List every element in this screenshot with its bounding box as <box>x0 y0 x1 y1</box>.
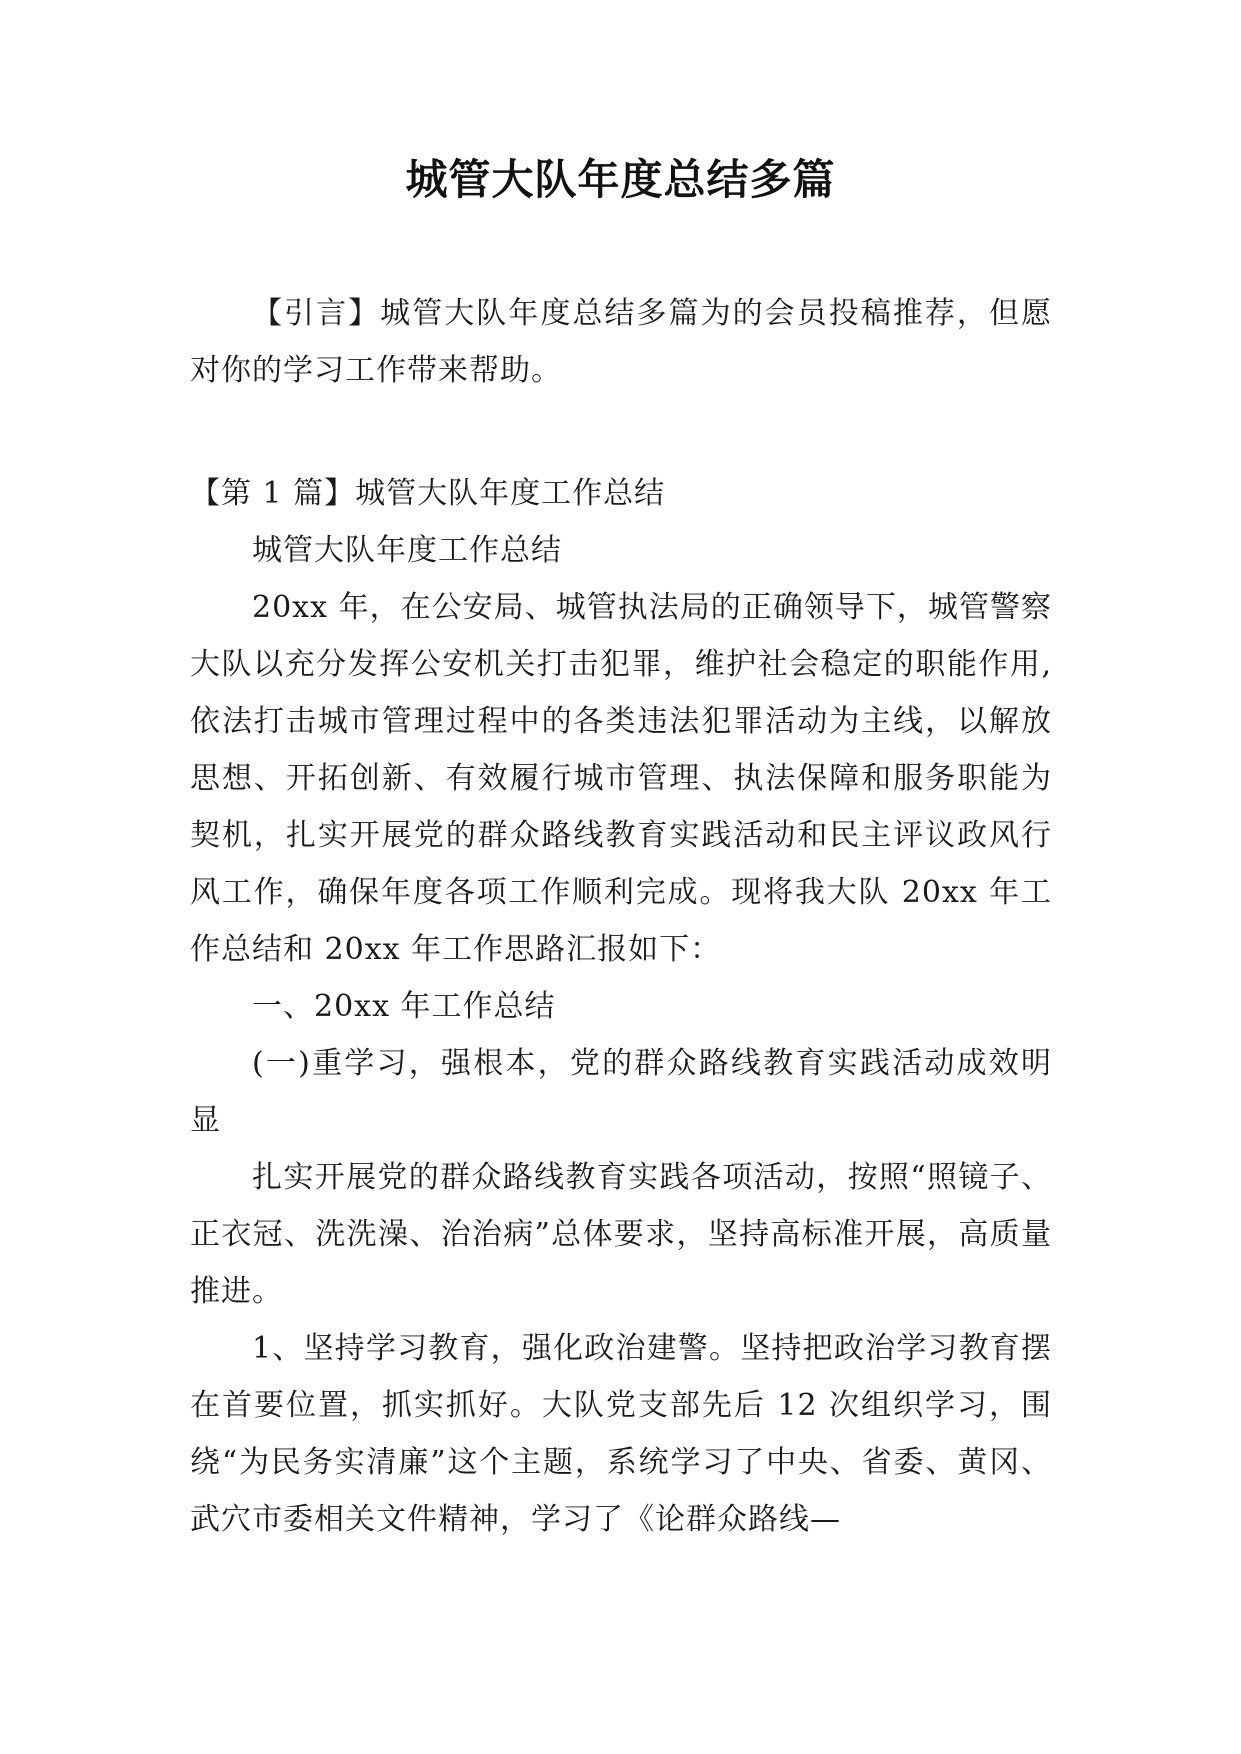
intro-paragraph: 【引言】城管大队年度总结多篇为的会员投稿推荐，但愿对你的学习工作带来帮助。 <box>190 296 1052 388</box>
body-paragraph: 一、20xx 年工作总结 <box>252 989 556 1024</box>
section-heading: 【第 1 篇】城管大队年度工作总结 <box>190 476 666 511</box>
body-paragraph: (一)重学习，强根本，党的群众路线教育实践活动成效明显 <box>190 1046 1052 1138</box>
body-paragraph: 1、坚持学习教育，强化政治建警。坚持把政治学习教育摆在首要位置，抓实抓好。大队党支部先后 12 次组织学习，围绕“为民务实清廉”这个主题，系统学习了中央、省委、黄冈、武穴市委相关文件精神，学习了《论群众路线— <box>190 1331 1052 1537</box>
section-subtitle: 城管大队年度工作总结 <box>252 533 562 568</box>
body-paragraph: 20xx 年，在公安局、城管执法局的正确领导下，城管警察大队以充分发挥公安机关打击犯罪，维护社会稳定的职能作用,依法打击城市管理过程中的各类违法犯罪活动为主线，以解放思想、开拓创新、有效履行城市管理、执法保障和服务职能为契机，扎实开展党的群众路线教育实践活动和民主评议政风行风工作，确保年度各项工作顺利完成。现将我大队 20xx 年工作总结和 20xx 年工作思路汇报如下： <box>190 590 1052 967</box>
document-body <box>190 285 1052 1548</box>
document-title: 城管大队年度总结多篇 <box>405 155 836 204</box>
body-paragraph: 扎实开展党的群众路线教育实践各项活动，按照“照镜子、正衣冠、洗洗澡、治治病”总体要求，坚持高标准开展，高质量推进。 <box>190 1160 1052 1309</box>
